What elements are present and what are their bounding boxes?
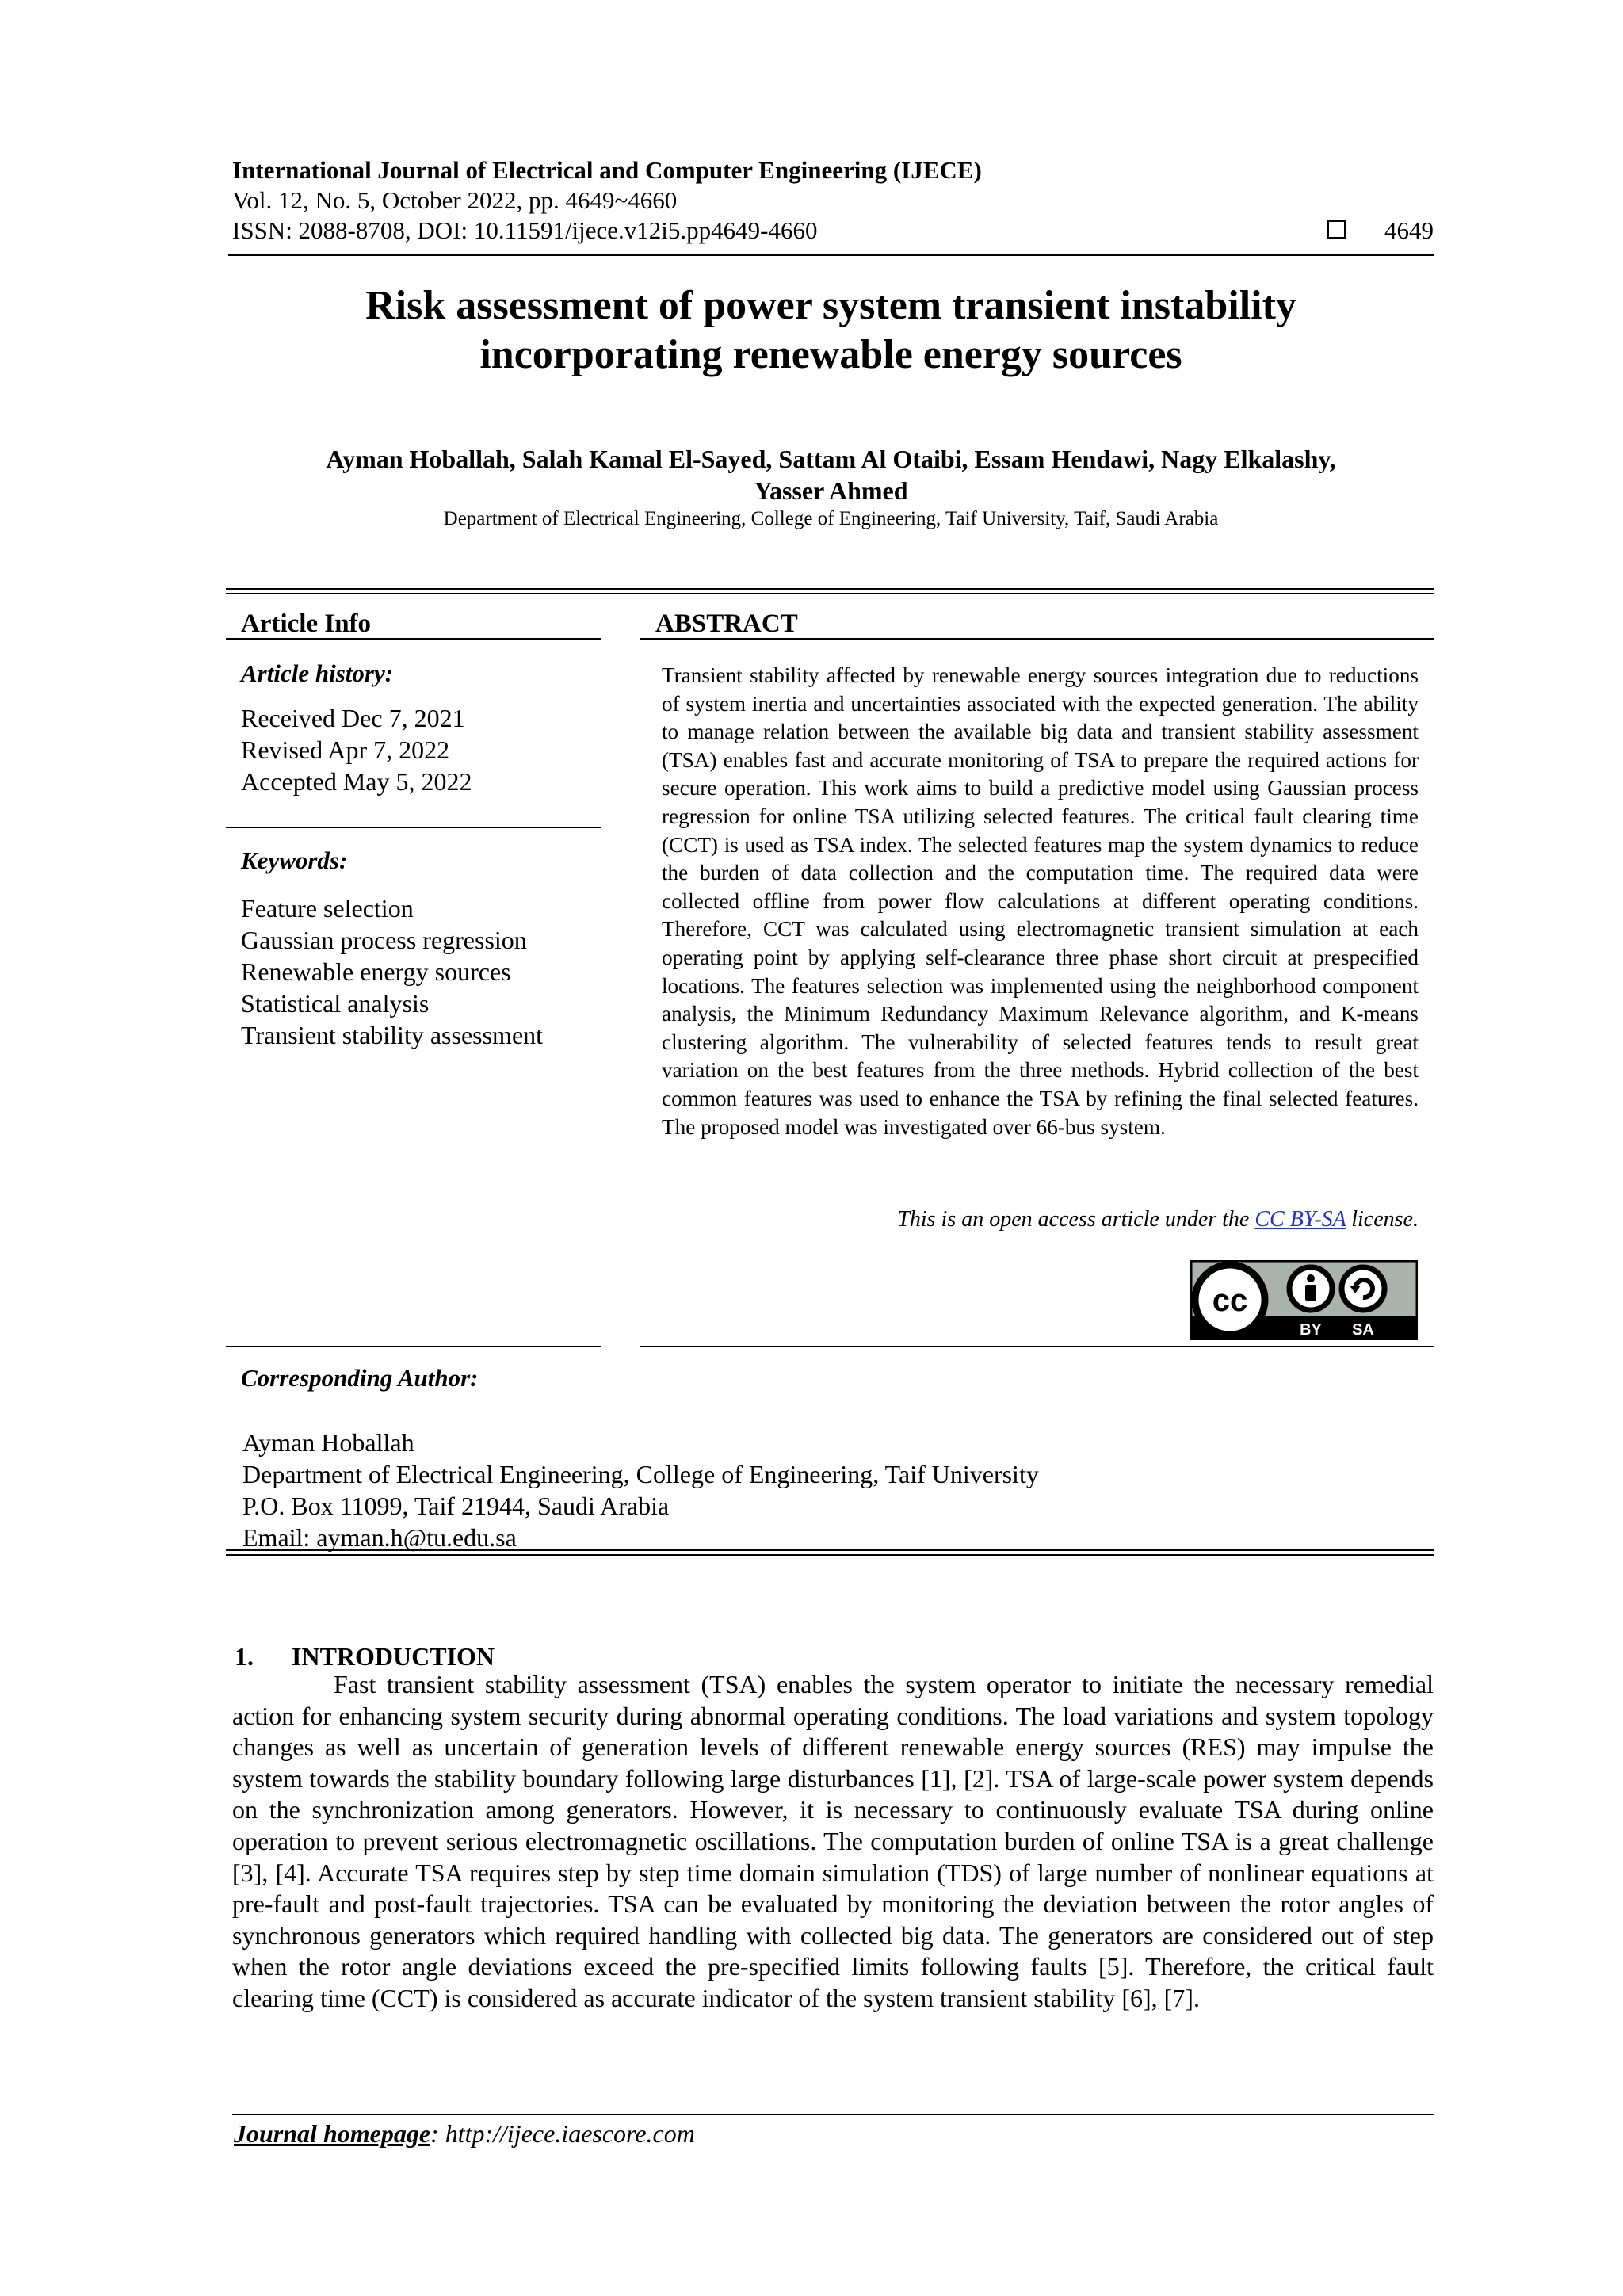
corresponding-author-label: Corresponding Author:: [241, 1364, 479, 1392]
section-heading: [235, 1641, 495, 1671]
journal-header: [232, 155, 1434, 246]
abstract-heading: ABSTRACT: [655, 609, 798, 638]
page-number-group: [1327, 216, 1434, 246]
section-number: 1.: [235, 1642, 254, 1671]
history-keywords-rule: [226, 827, 601, 828]
badge-sa-text: SA: [1352, 1321, 1374, 1339]
title-line: incorporating renewable energy sources: [479, 332, 1182, 377]
corresponding-email: Email: ayman.h@tu.edu.sa: [242, 1523, 517, 1552]
license-link[interactable]: CC BY-SA: [1254, 1207, 1346, 1232]
keywords-list: [241, 892, 543, 1051]
keywords-label: Keywords:: [241, 846, 348, 874]
issn-row: [232, 216, 1434, 246]
keyword-item: Statistical analysis: [241, 989, 430, 1018]
journal-title: International Journal of Electrical and Computer Engineering (IJECE): [232, 156, 982, 184]
footer-label: Journal homepage: [234, 2119, 431, 2148]
history-revised: Revised Apr 7, 2022: [241, 735, 450, 764]
keyword-item: Renewable energy sources: [241, 957, 511, 986]
license-prefix: This is an open access article under the: [897, 1207, 1255, 1232]
footer-url[interactable]: http://ijece.iaescore.com: [445, 2119, 695, 2148]
corresponding-dept: Department of Electrical Engineering, College of Engineering, Taif University: [242, 1460, 1039, 1488]
license-suffix: license.: [1346, 1207, 1419, 1232]
history-received: Received Dec 7, 2021: [241, 704, 465, 732]
history-accepted: Accepted May 5, 2022: [241, 767, 472, 796]
author-list: [228, 443, 1434, 506]
title-line: Risk assessment of power system transient instability: [365, 283, 1296, 328]
box-icon: [1327, 220, 1346, 239]
article-history-label: Article history:: [241, 659, 394, 687]
license-line: [662, 1206, 1419, 1233]
authors-line: Ayman Hoballah, Salah Kamal El-Sayed, Sattam Al Otaibi, Essam Hendawi, Nagy Elkalashy,: [326, 445, 1336, 473]
introduction-text: Fast transient stability assessment (TSA) enables the system operator to initiate the necessary remedial action for enhancing system security during abnormal operating conditions. The load variations and system topology changes as well as uncertain of generation levels of different renewable energy sources (RES) may impulse the system towards the stability boundary following large disturbances [1], [2]. TSA of large-scale power system depends on the synchronization among generators. However, it is necessary to continuously evaluate TSA during online operation to prevent serious electromagnetic oscillations. The computation burden of online TSA is a great challenge [3], [4]. Accurate TSA requires step by step time domain simulation (TDS) of large number of nonlinear equations at pre-fault and post-fault trajectories. TSA can be evaluated by monitoring the deviation between the rotor angles of synchronous generators which required handling with collected big data. The generators are considered out of step when the rotor angle deviations exceed the pre-specified limits following faults [5]. Therefore, the critical fault clearing time (CCT) is considered as accurate indicator of the system transient stability [6], [7].: [232, 1670, 1434, 2012]
section-title: INTRODUCTION: [292, 1642, 495, 1671]
article-info-heading: Article Info: [241, 609, 372, 638]
affiliation: Department of Electrical Engineering, College of Engineering, Taif University, Taif, Saudi Arabia: [443, 508, 1219, 529]
sa-arrow-icon: [1342, 1267, 1384, 1310]
frame-top-rule-2: [226, 593, 1434, 594]
keyword-item: Transient stability assessment: [241, 1021, 544, 1049]
keyword-item: Gaussian process regression: [241, 926, 527, 954]
footer-colon: :: [430, 2119, 445, 2148]
paper-title: [228, 281, 1434, 380]
abstract-bottom-rule: [640, 1346, 1434, 1347]
volume-line: Vol. 12, No. 5, October 2022, pp. 4649~4660: [232, 186, 678, 214]
authors-line: Yasser Ahmed: [754, 476, 908, 505]
abstract-text: Transient stability affected by renewable energy sources integration due to reductions of system inertia and uncertainties associated with the expected generation. The ability to manage relation between the available big data and transient stability assessment (TSA) enables fast and accurate monitoring of TSA to prepare the required actions for secure operation. This work aims to build a predictive model using Gaussian process regression for online TSA utilizing selected features. The critical fault clearing time (CCT) is used as TSA index. The selected features map the system dynamics to reduce the burden of data collection and the computation time. The required data were collected offline from power flow calculations at different operating conditions. Therefore, CCT was calculated using electromagnetic transient simulation at each operating point by applying self-clearance three phase short circuit at prespecified locations. The features selection was implemented using the neighborhood component analysis, the Minimum Redundancy Maximum Relevance algorithm, and K-means clustering algorithm. The vulnerability of selected features tends to result great variation on the best features from the three methods. Hybrid collection of the best common features was used to enhance the TSA by refining the final selected features. The proposed model was investigated over 66-bus system.: [662, 663, 1419, 1139]
corresponding-address: P.O. Box 11099, Taif 21944, Saudi Arabia: [242, 1492, 670, 1520]
issn-line: ISSN: 2088-8708, DOI: 10.11591/ijece.v12i5.pp4649-4660: [232, 216, 818, 244]
info-bottom-rule: [226, 1346, 601, 1347]
journal-footer: [234, 2118, 695, 2149]
keyword-item: Feature selection: [241, 894, 414, 923]
article-history-list: [241, 702, 472, 797]
frame-bottom-rule-2: [226, 1554, 1434, 1556]
cc-glyph: cc: [1212, 1283, 1248, 1318]
footer-rule: [232, 2114, 1434, 2115]
frame-top-rule-1: [226, 588, 1434, 590]
header-rule: [228, 254, 1434, 256]
page-number: 4649: [1384, 216, 1434, 244]
corresponding-author-block: [242, 1427, 1039, 1553]
cc-by-sa-badge-icon[interactable]: [1190, 1260, 1418, 1340]
corresponding-name: Ayman Hoballah: [242, 1428, 414, 1457]
badge-by-text: BY: [1300, 1321, 1322, 1339]
